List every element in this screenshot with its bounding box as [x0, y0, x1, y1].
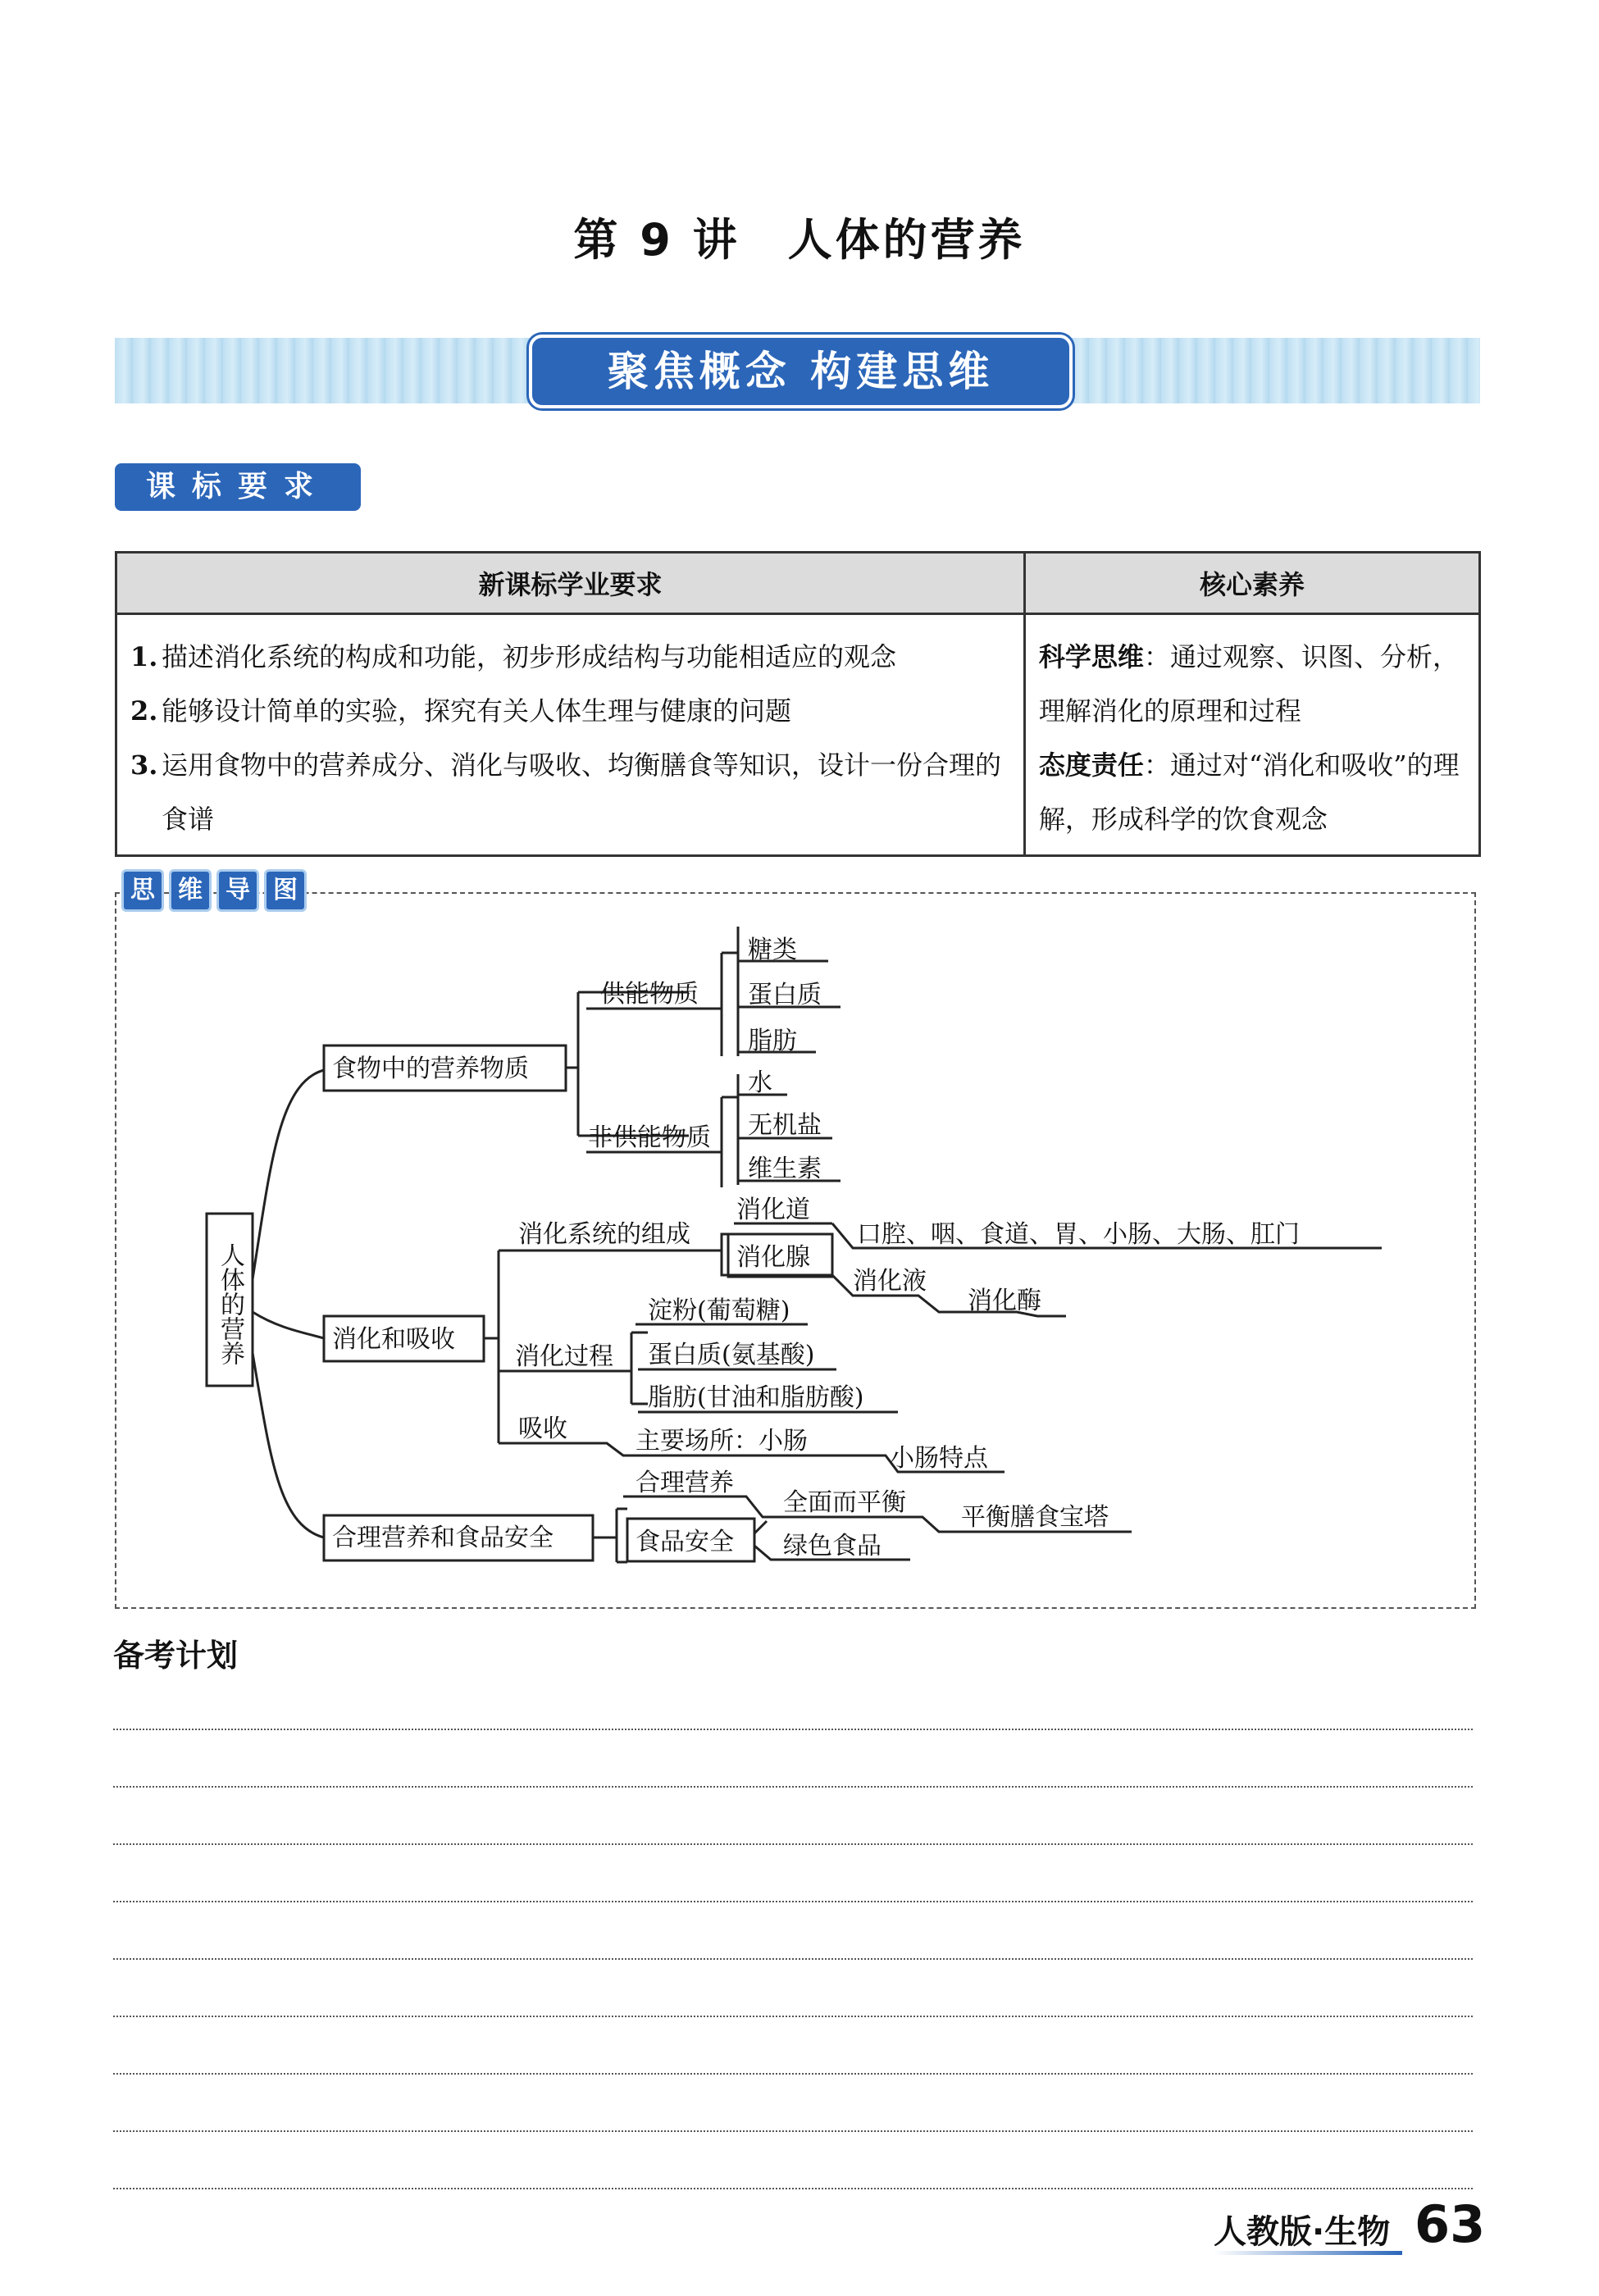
absorption: 吸收	[518, 1414, 567, 1443]
process-item: 淀粉(葡萄糖)	[648, 1296, 790, 1325]
digestive-gland: 消化腺	[736, 1243, 810, 1272]
mindmap-tag-char: 思	[121, 869, 164, 912]
writing-line	[113, 1843, 1473, 1845]
req-text: 描述消化系统的构成和功能，初步形成结构与功能相适应的观念	[162, 641, 897, 672]
root-curve-3	[253, 1353, 324, 1538]
writing-line	[113, 2073, 1473, 2075]
plan-title: 备考计划	[113, 1638, 239, 1674]
writing-line	[113, 2130, 1473, 2132]
green-food: 绿色食品	[783, 1532, 882, 1560]
intestine-features: 小肠特点	[890, 1444, 988, 1473]
req-num: 1.	[130, 641, 158, 672]
core-label: 态度责任	[1038, 749, 1144, 781]
food-safety: 食品安全	[636, 1528, 734, 1556]
header-core: 核心素养	[1024, 553, 1479, 614]
nonenergy-substances: 非供能物质	[588, 1123, 711, 1152]
footer-underline	[1214, 2251, 1402, 2255]
process-item: 蛋白质(氨基酸)	[648, 1341, 815, 1369]
branch-food-nutrients: 食物中的营养物质	[332, 1055, 529, 1083]
root-curve-2	[253, 1312, 324, 1338]
page-title: 第 9 讲 人体的营养	[573, 214, 1026, 266]
branch-nutrition-safety: 合理营养和食品安全	[332, 1524, 554, 1552]
nonenergy-item: 水	[748, 1068, 772, 1097]
core-text: ：通过对“消化和吸收”的理解，形成科学的饮食观念	[1038, 749, 1460, 835]
reasonable-nutrition: 合理营养	[636, 1469, 734, 1497]
mindmap-tag-char: 图	[264, 869, 307, 912]
mindmap-tag-char: 导	[216, 869, 259, 912]
writing-line	[113, 1729, 1473, 1730]
balanced-diet: 全面而平衡	[783, 1488, 906, 1517]
nonenergy-item: 无机盐	[748, 1111, 822, 1140]
core-label: 科学思维	[1038, 641, 1144, 672]
nonenergy-item: 维生素	[748, 1155, 822, 1183]
digestive-enzyme: 消化酶	[968, 1287, 1041, 1315]
writing-line	[113, 1958, 1473, 1960]
section-tag: 课标要求	[115, 463, 361, 511]
header-requirements: 新课标学业要求	[116, 553, 1025, 614]
page-number: 63	[1414, 2194, 1486, 2254]
req-num: 2.	[130, 695, 158, 727]
absorption-site: 主要场所：小肠	[636, 1427, 808, 1456]
root-label: 人体的营养	[216, 1242, 244, 1365]
core-text: ：通过观察、识图、分析，理解消化的原理和过程	[1038, 641, 1459, 727]
energy-substances: 供能物质	[600, 980, 699, 1009]
tract-parts: 口腔、咽、食道、胃、小肠、大肠、肛门	[857, 1220, 1300, 1249]
writing-line	[113, 2016, 1473, 2017]
req-num: 3.	[130, 749, 158, 781]
req-text: 能够设计简单的实验，探究有关人体生理与健康的问题	[162, 695, 792, 727]
diet-pagoda: 平衡膳食宝塔	[961, 1503, 1109, 1532]
digestive-tract: 消化道	[736, 1196, 810, 1224]
process-item: 脂肪(甘油和脂肪酸)	[648, 1383, 864, 1412]
writing-line	[113, 1786, 1473, 1788]
digestion-process: 消化过程	[515, 1342, 613, 1371]
writing-line	[113, 2188, 1473, 2189]
banner-label: 聚焦概念 构建思维	[529, 335, 1073, 408]
root-curve-1	[253, 1070, 324, 1279]
energy-item: 糖类	[748, 936, 797, 964]
req-text: 运用食物中的营养成分、消化与吸收、均衡膳食等知识，设计一份合理的食谱	[162, 749, 1002, 835]
digestive-juice: 消化液	[853, 1267, 927, 1296]
branch-digestion: 消化和吸收	[332, 1325, 455, 1354]
digestive-system: 消化系统的组成	[518, 1220, 690, 1249]
writing-line	[113, 1901, 1473, 1902]
energy-item: 脂肪	[748, 1027, 797, 1055]
energy-item: 蛋白质	[748, 981, 822, 1009]
mindmap-tag-char: 维	[169, 869, 212, 912]
footer-edition: 人教版·生物	[1214, 2213, 1391, 2251]
